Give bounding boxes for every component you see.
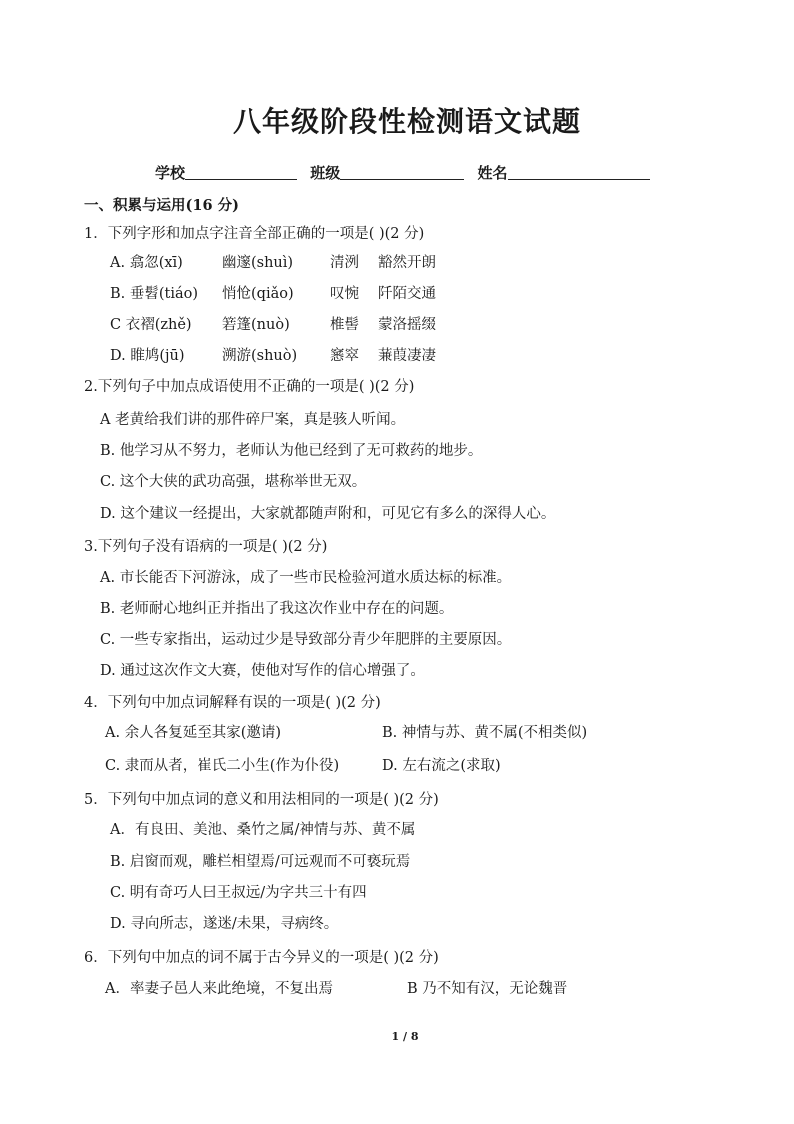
question-1-stem: 1．下列字形和加点字注音全部正确的一项是( )(2 分) — [84, 226, 425, 242]
question-2-option-c: C. 这个大侠的武功高强，堪称举世无双。 — [100, 474, 367, 490]
class-field[interactable] — [310, 162, 464, 183]
question-4-options-row-1: A. 余人各复延至其家(邀请) B. 神情与苏、黄不属(不相类似) — [105, 725, 588, 741]
question-5-option-b: B. 启窗而观，雕栏相望焉/可远观而不可亵玩焉 — [110, 854, 411, 870]
question-5-stem: 5．下列句中加点词的意义和用法相同的一项是( )(2 分) — [84, 792, 439, 808]
student-info-line — [155, 162, 658, 183]
question-3-option-b: B. 老师耐心地纠正并指出了我这次作业中存在的问题。 — [100, 601, 454, 617]
question-4-options-row-2: C. 隶而从者，崔氏二小生(作为仆役) D. 左右流之(求取) — [105, 758, 501, 774]
question-1-option-d: D. 睢鸠(jū) 溯游(shuò) 窸窣 蒹葭凄凄 — [110, 348, 436, 364]
question-1-option-c: C 衣褶(zhě) 箬篷(nuò) 椎髻 蒙洛摇缀 — [110, 317, 436, 333]
question-2-option-d: D. 这个建议一经提出，大家就都随声附和，可见它有多么的深得人心。 — [100, 506, 556, 522]
question-3-stem: 3.下列句子没有语病的一项是( )(2 分) — [84, 539, 328, 555]
question-3-option-d: D. 通过这次作文大赛，使他对写作的信心增强了。 — [100, 663, 425, 679]
exam-title: 八年级阶段性检测语文试题 — [232, 105, 581, 138]
question-5-option-c: C. 明有奇巧人曰王叔远/为字共三十有四 — [110, 885, 367, 901]
question-3-option-c: C. 一些专家指出，运动过少是导致部分青少年肥胖的主要原因。 — [100, 632, 512, 648]
question-2-option-a: A 老黄给我们讲的那件碎尸案，真是骇人听闻。 — [100, 412, 406, 428]
section-title: 一、积累与运用(16 分) — [84, 197, 239, 214]
question-1-option-a: A. 翕忽(xī) 幽邃(shuì) 清洌 豁然开朗 — [110, 255, 436, 271]
name-label: 姓名 — [477, 164, 508, 182]
question-2-stem: 2.下列句子中加点成语使用不正确的一项是( )(2 分) — [84, 379, 415, 395]
class-label: 班级 — [310, 164, 341, 182]
question-5-option-a: A．有良田、美池、桑竹之属/神情与苏、黄不属 — [110, 822, 416, 838]
page-number: 1 / 8 — [391, 1030, 419, 1043]
question-2-option-b: B. 他学习从不努力，老师认为他已经到了无可救药的地步。 — [100, 443, 483, 459]
question-6-stem: 6．下列句中加点的词不属于古今异义的一项是( )(2 分) — [84, 950, 439, 966]
school-label: 学校 — [155, 164, 186, 182]
question-5-option-d: D. 寻向所志，遂迷/未果，寻病终。 — [110, 916, 339, 932]
question-6-options-row-1: A．率妻子邑人来此绝境，不复出焉 B 乃不知有汉，无论魏晋 — [105, 981, 568, 997]
question-3-option-a: A. 市长能否下河游泳，成了一些市民检验河道水质达标的标准。 — [100, 570, 512, 586]
name-field[interactable] — [478, 162, 650, 183]
school-field[interactable] — [155, 162, 297, 183]
question-4-stem: 4．下列句中加点词解释有误的一项是( )(2 分) — [84, 695, 381, 711]
question-1-option-b: B. 垂髫(tiáo) 悄怆(qiǎo) 叹惋 阡陌交通 — [110, 286, 436, 302]
